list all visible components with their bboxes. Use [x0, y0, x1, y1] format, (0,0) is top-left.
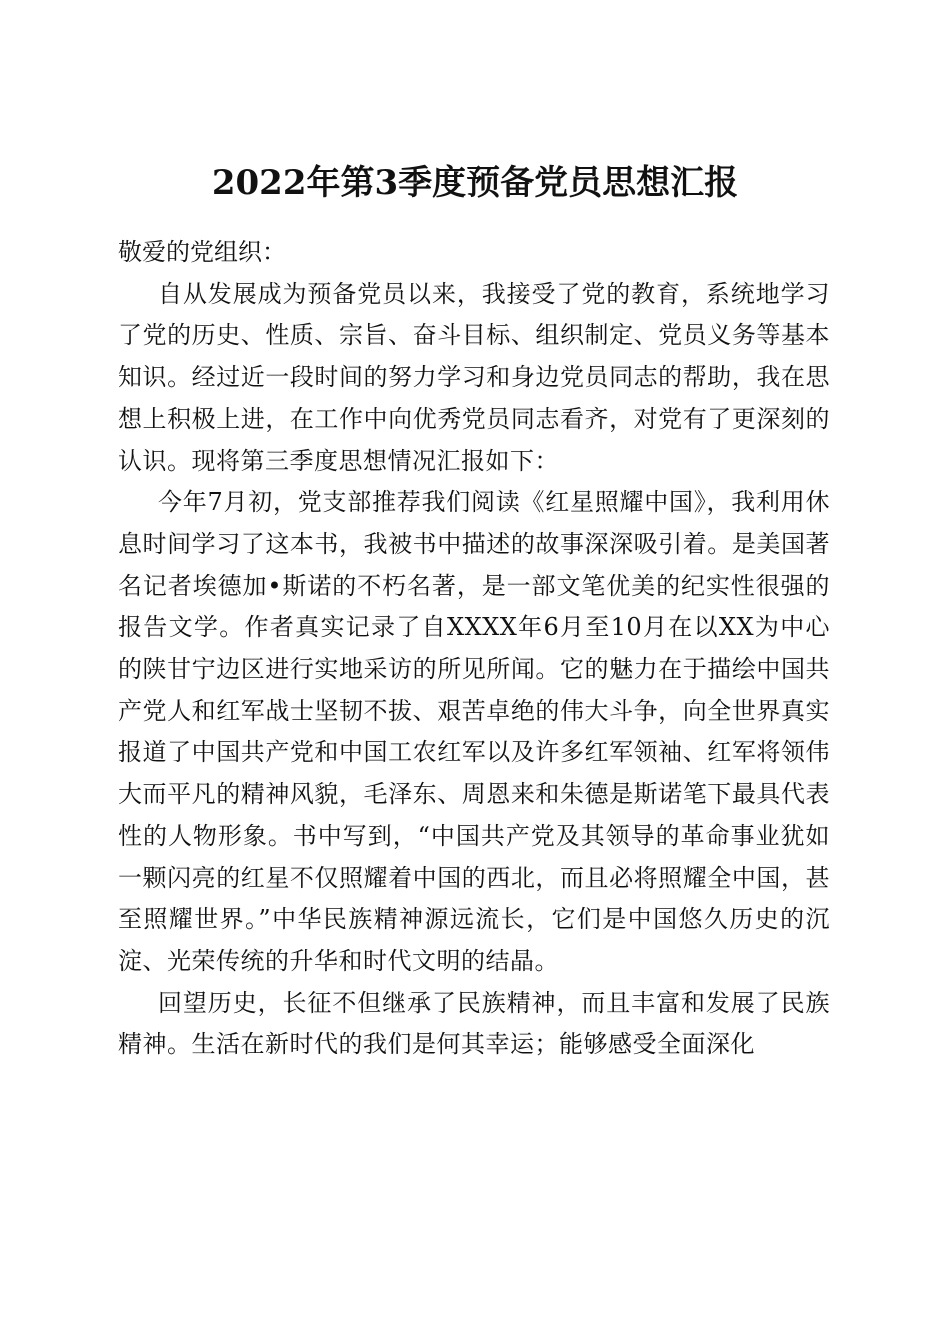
document-title: 2022年第3季度预备党员思想汇报	[211, 162, 739, 203]
document-body	[118, 232, 830, 1066]
salutation: 敬爱的党组织：	[118, 238, 286, 266]
paragraph-book-reading: 今年7月初，党支部推荐我们阅读《红星照耀中国》，我利用休息时间学习了这本书，我被书中描述的故事深深吸引着。是美国著名记者埃德加•斯诺的不朽名著，是一部文笔优美的纪实性很强的报告文学。作者真实记录了自XXXX年6月至10月在以XX为中心的陕甘宁边区进行实地采访的所见所闻。它的魅力在于描绘中国共产党人和红军战士坚韧不拔、艰苦卓绝的伟大斗争，向全世界真实报道了中国共产党和中国工农红军以及许多红军领袖、红军将领伟大而平凡的精神风貌，毛泽东、周恩来和朱德是斯诺笔下最具代表性的人物形象。书中写到，“中国共产党及其领导的革命事业犹如一颗闪亮的红星不仅照耀着中国的西北，而且必将照耀全中国，甚至照耀世界。”中华民族精神源远流长，它们是中国悠久历史的沉淀、光荣传统的升华和时代文明的结晶。	[118, 488, 830, 975]
paragraph-intro: 自从发展成为预备党员以来，我接受了党的教育，系统地学习了党的历史、性质、宗旨、奋斗目标、组织制定、党员义务等基本知识。经过近一段时间的努力学习和身边党员同志的帮助，我在思想上积极上进，在工作中向优秀党员同志看齐，对党有了更深刻的认识。现将第三季度思想情况汇报如下：	[118, 279, 830, 475]
paragraph-history: 回望历史，长征不但继承了民族精神，而且丰富和发展了民族精神。生活在新时代的我们是何其幸运；能够感受全面深化	[118, 988, 830, 1059]
